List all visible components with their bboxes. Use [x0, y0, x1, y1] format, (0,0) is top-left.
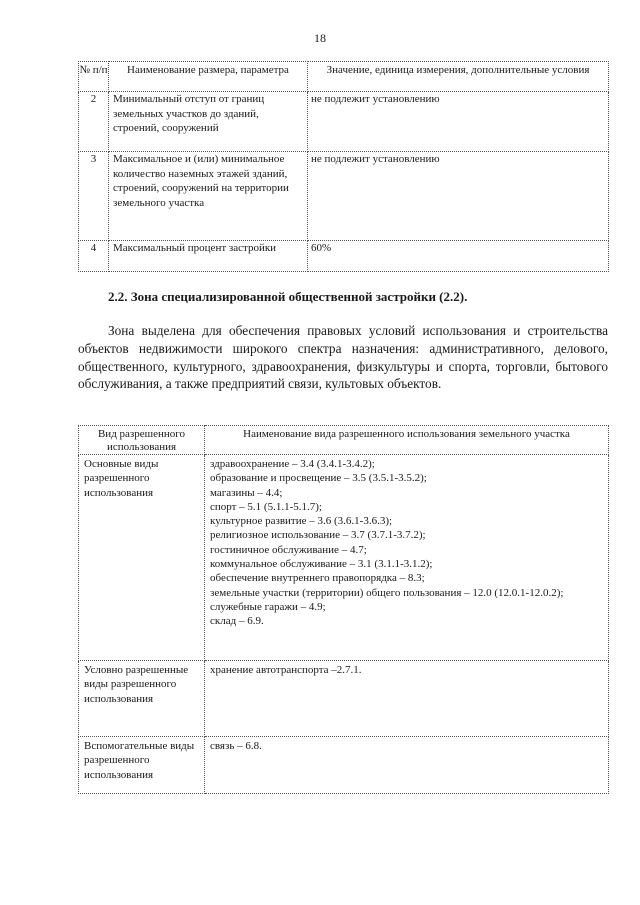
- table-row: [79, 152, 609, 241]
- list-item: религиозное использование – 3.7 (3.7.1-3.7.2);: [210, 529, 426, 542]
- param-name: Минимальный отступ от границ земельных участков до зданий, строений, сооружений: [109, 92, 308, 152]
- use-list: [205, 455, 609, 661]
- list-item: хранение автотранспорта –2.7.1.: [210, 664, 362, 676]
- param-value: не подлежит установлению: [308, 92, 609, 152]
- row-num: 4: [79, 241, 109, 272]
- list-item: здравоохранение – 3.4 (3.4.1-3.4.2);: [210, 458, 375, 470]
- use-list: [205, 737, 609, 794]
- list-item: гостиничное обслуживание – 4.7;: [210, 543, 367, 556]
- param-name: Максимальное и (или) минимальное количество наземных этажей зданий, строений, сооружений на территории земельного участка: [109, 152, 308, 241]
- table-row: [79, 455, 609, 661]
- list-item: обеспечение внутреннего правопорядка – 8.3;: [210, 572, 425, 585]
- permitted-uses-table: [78, 425, 609, 794]
- use-list: [205, 661, 609, 737]
- list-item: связь – 6.8.: [210, 740, 262, 752]
- row-num: 2: [79, 92, 109, 152]
- list-item: склад – 6.9.: [210, 615, 264, 628]
- list-item: спорт – 5.1 (5.1.1-5.1.7);: [210, 500, 322, 513]
- table-header-row: [79, 62, 609, 92]
- parameters-table: [78, 61, 609, 272]
- list-item: культурное развитие – 3.6 (3.6.1-3.6.3);: [210, 515, 393, 528]
- table-row: [79, 661, 609, 737]
- section-paragraph: Зона выделена для обеспечения правовых условий использования и строительства объектов недвижимости широкого спектра назначения: административного, делового, общественного, культурного, здравоохранения, физкультуры и спорта, торговли, бытового обслуживания, а также предприятий связи, культовых объектов.: [78, 323, 608, 392]
- page-number: 18: [314, 31, 326, 45]
- param-value: 60%: [308, 241, 609, 272]
- row-num: 3: [79, 152, 109, 241]
- list-item: магазины – 4.4;: [210, 486, 283, 499]
- header-use-name: Наименование вида разрешенного использования земельного участка: [205, 426, 609, 455]
- table-row: [79, 737, 609, 794]
- table-row: [79, 241, 609, 272]
- table-header-row: [79, 426, 609, 455]
- param-value: не подлежит установлению: [308, 152, 609, 241]
- section-heading: 2.2. Зона специализированной общественной застройки (2.2).: [108, 289, 468, 304]
- use-category: Вспомогательные виды разрешенного использования: [79, 737, 205, 794]
- list-item: земельные участки (территории) общего пользования – 12.0 (12.0.1-12.0.2);: [210, 586, 564, 599]
- use-category: Основные виды разрешенного использования: [79, 455, 205, 661]
- use-category: Условно разрешенные виды разрешенного использования: [79, 661, 205, 737]
- param-name: Максимальный процент застройки: [109, 241, 308, 272]
- header-param-value: Значение, единица измерения, дополнительные условия: [308, 62, 609, 92]
- table-row: [79, 92, 609, 152]
- header-param-name: Наименование размера, параметра: [109, 62, 308, 92]
- header-use-type: Вид разрешенного использования: [79, 426, 205, 455]
- list-item: образование и просвещение – 3.5 (3.5.1-3.5.2);: [210, 472, 427, 485]
- header-num: № п/п: [79, 62, 109, 92]
- list-item: коммунальное обслуживание – 3.1 (3.1.1-3.1.2);: [210, 558, 433, 571]
- list-item: служебные гаражи – 4.9;: [210, 600, 326, 613]
